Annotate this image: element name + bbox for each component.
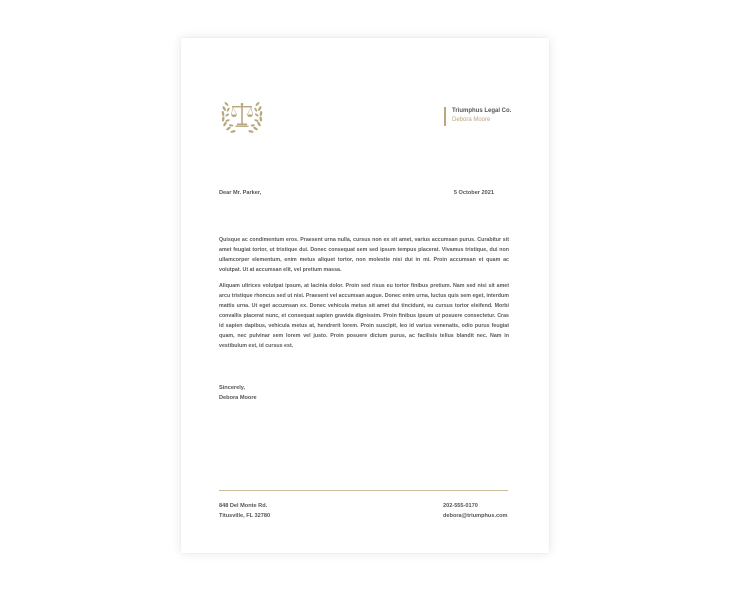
email-address: debora@triumphus.com [443,512,508,519]
body-paragraph-1: Quisque ac condimentum eros. Praesent urna nulla, cursus non ex sit amet, varius accumsan purus. Curabitur sit amet feugiat tortor, ut tristique dui. Donec consequat sem sed ipsum tempus placerat. Vivamus tristique, dui non ullamcorper elementum, enim metus aliquet tortor, non molestie nisi dui in mi. Proin accumsan et quam ac volutpat. Ut at accumsan elit, vel pretium massa. [219,237,509,273]
footer-divider [219,490,508,491]
footer-address [219,502,270,521]
company-person-name: Debora Moore [452,117,491,123]
scales-of-justice-laurel-icon [219,96,265,136]
address-line-1: 848 Del Monte Rd. [219,503,268,509]
address-line-2: Titusville, FL 32780 [219,512,271,519]
company-name: Triumphus Legal Co. [452,108,512,114]
letter-date: 5 October 2021 [453,190,494,196]
company-block [444,107,511,126]
closing-phrase: Sincerely, [219,385,246,391]
phone-number: 202-555-0170 [443,503,478,509]
signature-name: Debora Moore [219,395,257,401]
body-paragraph-2: Aliquam ultrices volutpat ipsum, at lacinia dolor. Proin sed risus eu tortor finibus pretium. Nam sed nisi sit amet arcu tristique rhoncus sed ut nisi. Praesent vel accumsan augue. Donec enim urna, luctus quis sem eget, interdum mattis urna. Ut eget accumsan ex. Donec vehicula metus sit amet dui tincidunt, eu cursus tortor eleifend. Morbi convallis placerat nunc, et consequat sapien gravida dignissim. Proin finibus ipsum ut posuere consectetur. Cras id sapien dapibus, vehicula metus at, hendrerit lorem. Proin suscipit, leo id varius venenatis, odio purus feugiat quam, nec pulvinar sem lorem vel justo. Proin posuere dictum purus, ac facilisis tellus blandit nec. Nam in vestibulum est, id cursus est. [219,283,509,349]
footer-contact [443,502,508,521]
closing-block [219,383,257,403]
letter-page [181,38,549,553]
salutation: Dear Mr. Parker, [219,190,262,196]
